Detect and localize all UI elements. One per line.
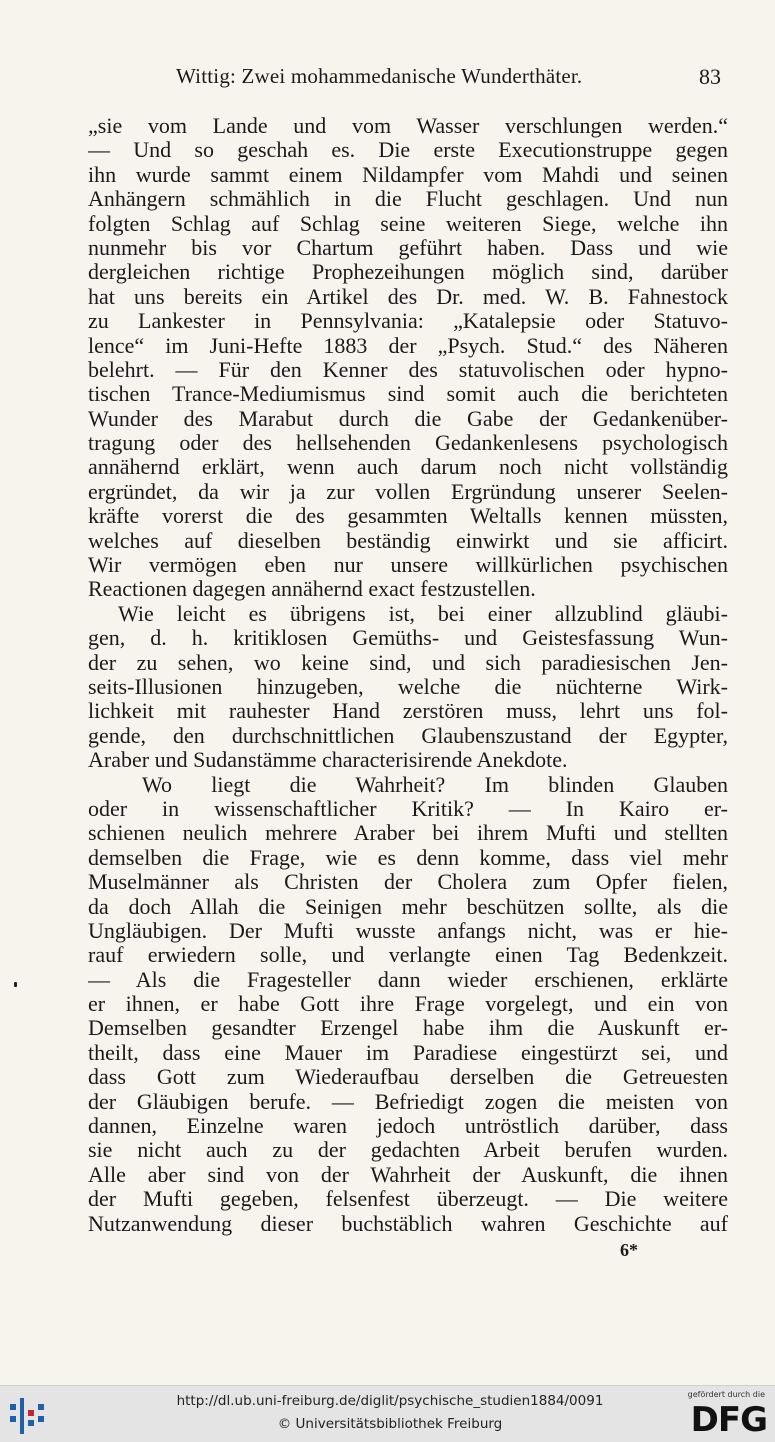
source-url-link[interactable]: http://dl.ub.uni-freiburg.de/diglit/psychische_studien1884/0091: [176, 1393, 604, 1409]
body-text: [88, 114, 728, 1236]
page-number: 83: [699, 64, 721, 89]
text-line: rauf erwiedern solle, und verlangte einen Tag Bedenkzeit.: [88, 943, 728, 968]
text-line: tischen Trance-Mediumismus sind somit auch die berichteten: [88, 382, 728, 407]
text-line: Demselben gesandter Erzengel habe ihm die Auskunft er-: [88, 1016, 728, 1041]
running-header: [90, 60, 725, 94]
text-line: dannen, Einzelne waren jedoch untröstlich darüber, dass: [88, 1114, 728, 1139]
funding-note: gefördert durch die: [687, 1390, 765, 1399]
text-line: dass Gott zum Wiederaufbau derselben die Getreuesten: [88, 1065, 728, 1090]
text-line: tragung oder des hellsehenden Gedankenlesens psychologisch: [88, 431, 728, 456]
text-line: Alle aber sind von der Wahrheit der Auskunft, die ihnen: [88, 1162, 728, 1187]
text-line: Araber und Sudanstämme characterisirende Anekdote.: [88, 748, 568, 773]
text-line: gende, den durchschnittlichen Glaubenszustand der Egypter,: [88, 723, 728, 748]
text-line: — Als die Fragesteller dann wieder erschienen, erklärte: [88, 967, 728, 992]
footer-bar: [0, 1385, 775, 1442]
text-line: sie nicht auch zu der gedachten Arbeit berufen wurden.: [88, 1138, 728, 1163]
text-line: dergleichen richtige Prophezeihungen möglich sind, darüber: [88, 260, 728, 285]
text-line: Reactionen dagegen annähernd exact festzustellen.: [88, 577, 536, 602]
text-line: kräfte vorerst die des gesammten Weltalls kennen müssten,: [88, 504, 728, 529]
text-line: theilt, dass eine Mauer im Paradiese eingestürzt sei, und: [88, 1040, 728, 1065]
text-line: seits-Illusionen hinzugeben, welche die nüchterne Wirk-: [88, 674, 728, 699]
text-line: ihn wurde sammt einem Nildampfer vom Mahdi und seinen: [88, 162, 728, 187]
text-line: der Mufti gegeben, felsenfest überzeugt. — Die weitere: [88, 1187, 728, 1212]
text-line: demselben die Frage, wie es denn komme, dass viel mehr: [88, 845, 728, 870]
text-line: da doch Allah die Seinigen mehr beschützen sollte, als die: [88, 894, 728, 919]
dfg-logo: DFG: [690, 1400, 767, 1440]
text-line: Nutzanwendung dieser buchstäblich wahren Geschichte auf: [88, 1211, 728, 1236]
text-line: schienen neulich mehrere Araber bei ihrem Mufti und stellten: [88, 821, 728, 846]
copyright-notice: © Universitätsbibliothek Freiburg: [277, 1416, 503, 1432]
text-line: lence“ im Juni-Hefte 1883 der „Psych. Stud.“ des Näheren: [88, 333, 728, 358]
signature-mark: 6*: [620, 1240, 638, 1260]
text-line: Wir vermögen eben nur unsere willkürlichen psychischen: [88, 553, 728, 578]
text-line: folgten Schlag auf Schlag seine weiteren Siege, welche ihn: [88, 211, 728, 236]
text-line: Anhängern schmählich in die Flucht geschlagen. Und nun: [88, 187, 728, 212]
text-line: Wie leicht es übrigens ist, bei einer allzublind gläubi-: [118, 601, 728, 626]
text-line: Wunder des Marabut durch die Gabe der Gedankenüber-: [88, 406, 728, 431]
text-line: lichkeit mit rauhester Hand zerstören muss, lehrt uns fol-: [88, 699, 728, 724]
text-line: hat uns bereits ein Artikel des Dr. med. W. B. Fahnestock: [88, 284, 728, 309]
ub-freiburg-logo-icon: [8, 1396, 52, 1436]
text-line: nunmehr bis vor Chartum geführt haben. Dass und wie: [88, 235, 728, 260]
text-line: der zu sehen, wo keine sind, und sich paradiesischen Jen-: [88, 650, 728, 675]
text-line: Wo liegt die Wahrheit? Im blinden Glauben: [142, 772, 728, 797]
text-line: der Gläubigen berufe. — Befriedigt zogen die meisten von: [88, 1089, 728, 1114]
text-line: Muselmänner als Christen der Cholera zum Opfer fielen,: [88, 870, 728, 895]
text-line: annähernd erklärt, wenn auch darum noch nicht vollständig: [88, 455, 728, 480]
text-line: belehrt. — Für den Kenner des statuvolischen oder hypno-: [88, 357, 728, 382]
text-line: gen, d. h. kritiklosen Gemüths- und Geistesfassung Wun-: [88, 626, 728, 651]
text-line: — Und so geschah es. Die erste Executionstruppe gegen: [88, 138, 728, 163]
scan-speck: [14, 982, 17, 987]
text-line: Ungläubigen. Der Mufti wusste anfangs nicht, was er hie-: [88, 918, 728, 943]
text-line: oder in wissenschaftlicher Kritik? — In Kairo er-: [88, 796, 728, 821]
text-line: zu Lankester in Pennsylvania: „Katalepsie oder Statuvo-: [88, 309, 728, 334]
text-line: „sie vom Lande und vom Wasser verschlungen werden.“: [88, 114, 728, 138]
text-line: ergründet, da wir ja zur vollen Ergründung unserer Seelen-: [88, 479, 728, 504]
running-title: Wittig: Zwei mohammedanische Wunderthäter.: [176, 64, 583, 88]
text-line: er ihnen, er habe Gott ihre Frage vorgelegt, und ein von: [88, 992, 728, 1017]
text-line: welches auf dieselben beständig einwirkt und sie afficirt.: [88, 528, 728, 553]
